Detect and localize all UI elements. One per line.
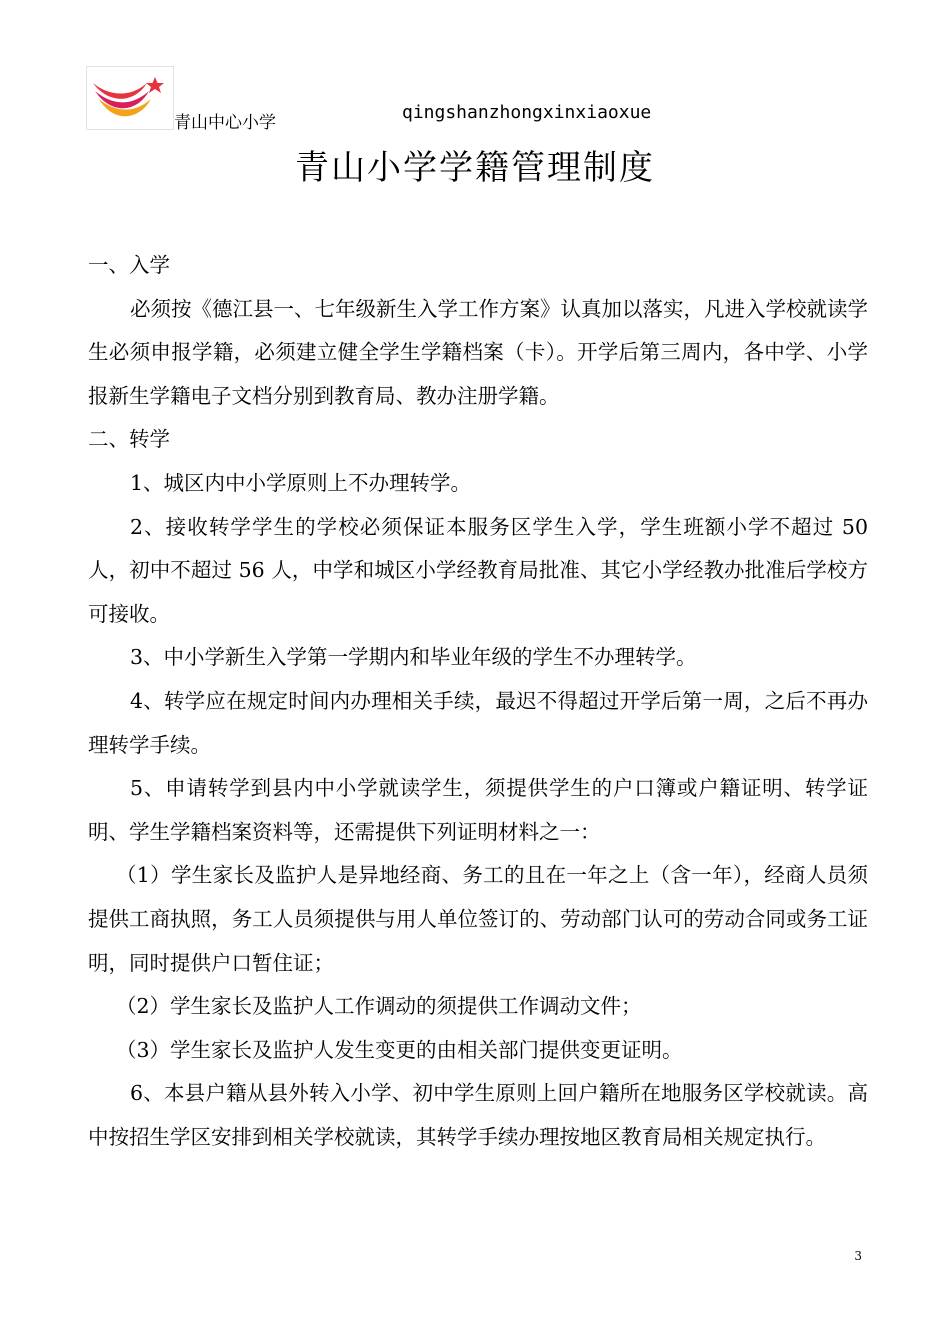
paragraph: 1、城区内中小学原则上不办理转学。 xyxy=(130,470,472,495)
paragraph: （1）学生家长及监护人是异地经商、务工的且在一年之上（含一年），经商人员须提供工商执照，务工人员须提供与用人单位签订的、劳动部门认可的劳动合同或务工证明，同时提供户口暂住证； xyxy=(88,863,868,975)
paragraph: 3、中小学新生入学第一学期内和毕业年级的学生不办理转学。 xyxy=(130,645,697,670)
school-logo-icon xyxy=(89,69,171,127)
page-number: 3 xyxy=(854,1249,862,1263)
school-pinyin: qingshanzhongxinxiaoxue xyxy=(402,102,652,123)
section-heading: 二、转学 xyxy=(88,427,170,452)
paragraph: 必须按《德江县一、七年级新生入学工作方案》认真加以落实，凡进入学校就读学生必须申报学籍，必须建立健全学生学籍档案（卡）。开学后第三周内，各中学、小学报新生学籍电子文档分别到教育局、教办注册学籍。 xyxy=(88,296,868,408)
page-header xyxy=(86,66,866,136)
paragraph: 4、转学应在规定时间内办理相关手续，最迟不得超过开学后第一周，之后不再办理转学手续。 xyxy=(88,688,868,757)
document-title: 青山小学学籍管理制度 xyxy=(295,148,655,188)
paragraph: （3）学生家长及监护人发生变更的由相关部门提供变更证明。 xyxy=(116,1037,683,1062)
section-heading: 一、入学 xyxy=(88,253,170,277)
paragraph: 5、申请转学到县内中小学就读学生，须提供学生的户口簿或户籍证明、转学证明、学生学籍档案资料等，还需提供下列证明材料之一： xyxy=(88,776,868,844)
document-body xyxy=(88,244,868,1159)
school-name: 青山中心小学 xyxy=(174,113,276,133)
school-logo xyxy=(86,66,174,130)
paragraph: （2）学生家长及监护人工作调动的须提供工作调动文件； xyxy=(116,994,642,1019)
paragraph: 2、接收转学学生的学校必须保证本服务区学生入学，学生班额小学不超过 50 人，初中不超过 56 人，中学和城区小学经教育局批准、其它小学经教办批准后学校方可接收。 xyxy=(88,514,868,626)
paragraph: 6、本县户籍从县外转入小学、初中学生原则上回户籍所在地服务区学校就读。高中按招生学区安排到相关学校就读，其转学手续办理按地区教育局相关规定执行。 xyxy=(88,1081,868,1149)
